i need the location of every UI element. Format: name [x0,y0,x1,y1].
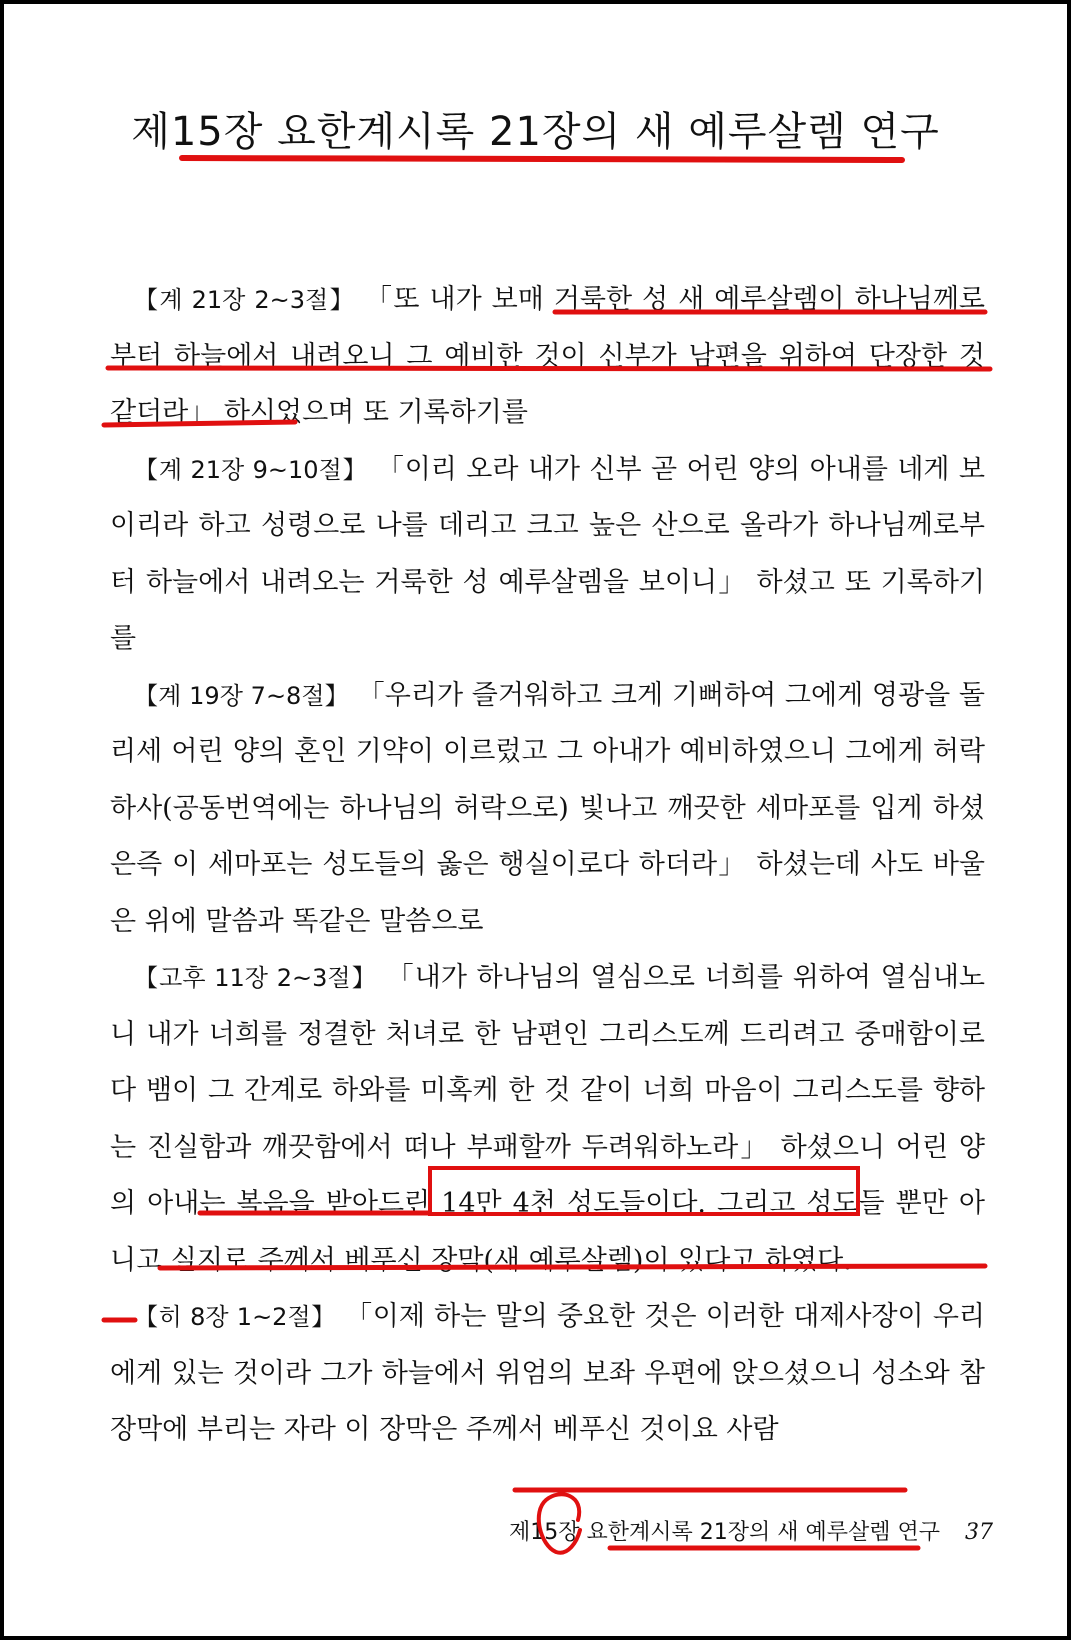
page-title: 제15장 요한계시록 21장의 새 예루살렘 연구 [131,109,940,155]
paragraph [110,1289,985,1459]
paragraph-text: 「이제 하는 말의 중요한 것은 이러한 대제사장이 우리에게 있는 것이라 그가 하늘에서 위엄의 보좌 우편에 앉으셨으니 성소와 참 장막에 부리는 자라 이 장막은 주께서 베푸신 것이요 사람 [110,1301,985,1445]
paragraph [110,668,985,951]
verse-reference: 【고후 11장 2~3절】 [134,964,377,992]
footer-title: 요한계시록 21장의 새 예루살렘 연구 [586,1520,940,1545]
footer-chapter: 제15장 [509,1520,580,1545]
paragraph-text: 「우리가 즐거워하고 크게 기뻐하여 그에게 영광을 돌리세 어린 양의 혼인 기약이 이르렀고 그 아내가 예비하였으니 그에게 허락하사(공동번역에는 하나님의 허락으로) 빛나고 깨끗한 세마포를 입게 하셨은즉 이 세마포는 성도들의 옳은 행실이로다 하더라」 하셨는데 사도 바울은 위에 말씀과 똑같은 말씀으로 [110,679,986,937]
paragraph-text: 「내가 하나님의 열심으로 너희를 위하여 열심내노니 내가 너희를 정결한 처녀로 한 남편인 그리스도께 드리려고 중매함이로다 뱀이 그 간계로 하와를 미혹케 한 것 같이 너희 마음이 그리스도를 향하는 진실함과 깨끗함에서 떠나 부패할까 두려워하노라」 하셨으니 어린 양의 아내는 복음을 받아드린 14만 4천 성도들이다. 그리고 성도들 뿐만 아니고 실지로 주께서 베푸신 장막(새 예루살렘)이 있다고 하였다. [110,962,985,1276]
verse-reference: 【계 19장 7~8절】 [134,681,349,710]
verse-reference: 【계 21장 9~10절】 [134,455,368,484]
document-body [110,272,985,1459]
paragraph-text: 「또 내가 보매 거룩한 성 새 예루살렘이 하나님께로부터 하늘에서 내려오니 그 예비한 것이 신부가 남편을 위하여 단장한 것 같더라」 하시었으며 또 기록하기를 [110,284,985,428]
paragraph [110,272,985,442]
paragraph-text: 「이리 오라 내가 신부 곧 어린 양의 아내를 네게 보이리라 하고 성령으로 나를 데리고 크고 높은 산으로 올라가 하나님께로부터 하늘에서 내려오는 거룩한 성 예루살렘을 보이니」 하셨고 또 기록하기를 [110,453,985,654]
paragraph [110,950,985,1289]
paragraph [110,442,985,668]
page-footer [509,1515,993,1546]
verse-reference: 【계 21장 2~3절】 [134,286,356,314]
verse-reference: 【히 8장 1~2절】 [134,1303,336,1331]
page-number: 37 [965,1520,993,1545]
